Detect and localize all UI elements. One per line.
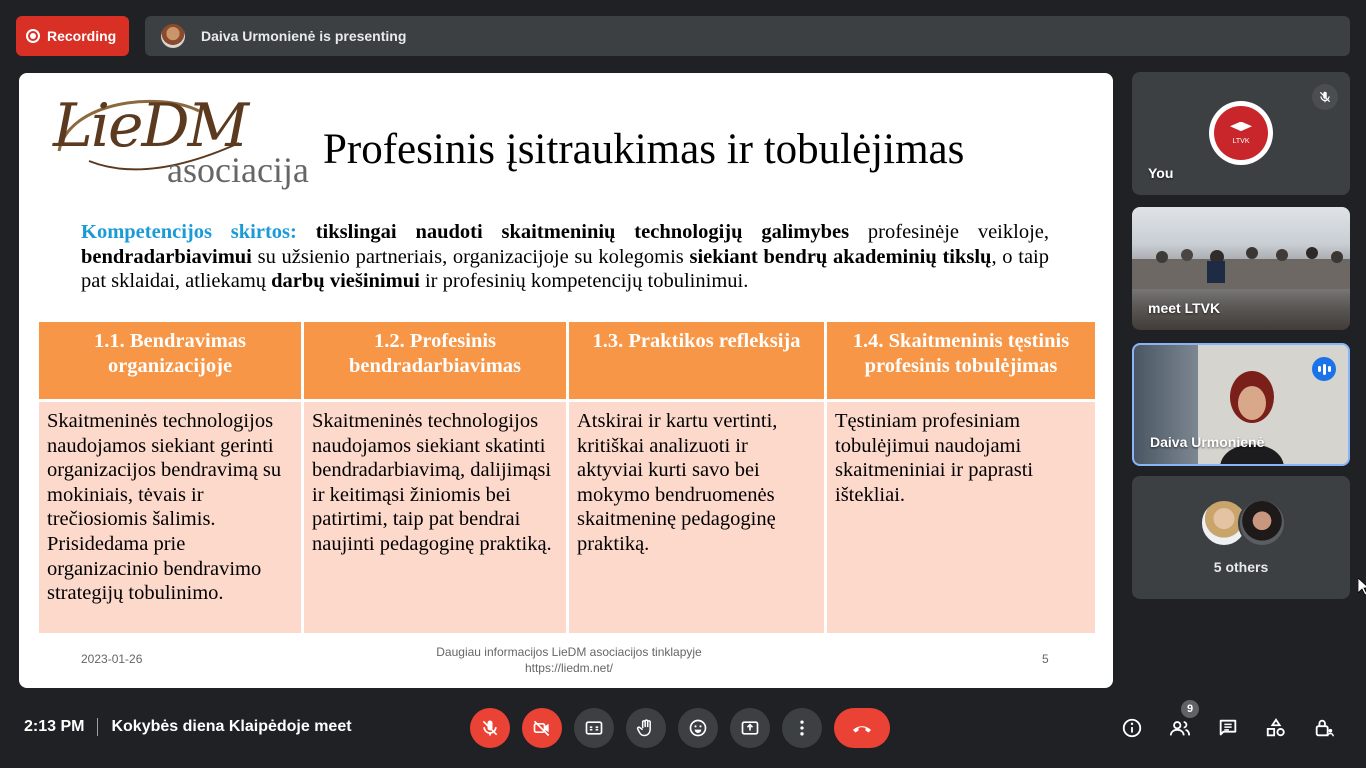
meeting-title: Kokybės diena Klaipėdoje meet xyxy=(111,718,352,735)
slide-intro: Kompetencijos skirtos: tikslingai naudoti skaitmeninių technologijų galimybes profesinėje veikloje, bendradarbiavimui su užsienio partneriais, organizacijoje su kolegomis siekiant bendrų akademinių tikslų, o taip pat sklaidai, atliekamų darbų viešinimui ir profesinių kompetencijų tobulinimui. xyxy=(81,221,1050,292)
chat-button[interactable] xyxy=(1212,712,1244,744)
competency-table xyxy=(39,322,1092,633)
meeting-details-button[interactable] xyxy=(1116,712,1148,744)
shapes-icon xyxy=(1265,717,1287,739)
people-count-badge: 9 xyxy=(1181,700,1199,718)
recording-icon xyxy=(26,29,40,43)
presenter-avatar xyxy=(161,24,185,48)
participant-tile-meet-ltvk[interactable] xyxy=(1132,207,1350,330)
present-screen-button[interactable] xyxy=(730,708,770,748)
toggle-mic-button[interactable] xyxy=(470,708,510,748)
captions-icon xyxy=(584,718,604,738)
slide-footer-date: 2023-01-26 xyxy=(81,652,143,666)
presenter-video xyxy=(1212,367,1292,466)
column-body: Atskirai ir kartu vertinti, kritiškai analizuoti ir aktyviai kurti savo bei mokymo bendruomenės skaitmeninę pedagoginę praktiką. xyxy=(569,402,824,633)
participant-name: Daiva Urmonienė xyxy=(1150,434,1265,450)
column-heading: 1.2. Profesinis bendradarbiavimas xyxy=(304,322,566,402)
activities-button[interactable] xyxy=(1260,712,1292,744)
hand-icon xyxy=(636,718,656,738)
camera-off-icon xyxy=(532,718,552,738)
leave-call-button[interactable] xyxy=(834,708,890,748)
lock-person-icon xyxy=(1313,717,1335,739)
participant-tile-presenter[interactable] xyxy=(1132,343,1350,466)
others-label: 5 others xyxy=(1213,559,1269,575)
slide-page-number: 5 xyxy=(1042,652,1049,666)
hang-up-icon xyxy=(850,716,874,740)
table-column xyxy=(569,322,824,633)
emoji-icon xyxy=(688,718,708,738)
more-vert-icon xyxy=(792,718,812,738)
classroom-video xyxy=(1132,229,1350,289)
ltvk-logo: LTVK xyxy=(1209,101,1273,165)
info-icon xyxy=(1121,717,1143,739)
column-body: Skaitmeninės technologijos naudojamos siekiant gerinti organizacijos bendravimą su mokiniais, tėvais ir trečiosiomis šalimis. Prisidedama prie organizacinio bendravimo strategijų tobulinimo. xyxy=(39,402,301,633)
graduation-cap-icon xyxy=(1230,122,1252,134)
people-icon xyxy=(1169,717,1191,739)
recording-button[interactable] xyxy=(16,16,129,56)
more-options-button[interactable] xyxy=(782,708,822,748)
meeting-info xyxy=(24,718,352,736)
mic-off-icon xyxy=(1312,84,1338,110)
presenting-text: Daiva Urmonienė is presenting xyxy=(201,28,407,44)
slide-title: Profesinis įsitraukimas ir tobulėjimas xyxy=(323,126,965,173)
mic-off-icon xyxy=(480,718,500,738)
column-body: Tęstiniam profesiniam tobulėjimui naudojami skaitmeniniai ir paprasti ištekliai. xyxy=(827,402,1095,633)
divider xyxy=(97,718,98,736)
chat-icon xyxy=(1217,717,1239,739)
table-column xyxy=(39,322,301,633)
avatar xyxy=(1238,499,1286,547)
column-body: Skaitmeninės technologijos naudojamos siekiant skatinti bendradarbiavimą, dalijimąsi ir keitimąsi žiniomis bei patirtimi, taip pat bendrai naujinti pedagoginę praktiką. xyxy=(304,402,566,633)
column-heading: 1.3. Praktikos refleksija xyxy=(569,322,824,402)
column-heading: 1.4. Skaitmeninis tęstinis profesinis tobulėjimas xyxy=(827,322,1095,402)
clock-time: 2:13 PM xyxy=(24,718,85,735)
present-icon xyxy=(740,718,760,738)
host-controls-button[interactable] xyxy=(1308,712,1340,744)
toggle-camera-button[interactable] xyxy=(522,708,562,748)
participant-name: meet LTVK xyxy=(1148,300,1221,316)
participant-name: You xyxy=(1148,165,1174,181)
presenting-banner xyxy=(145,16,1350,56)
table-column xyxy=(304,322,566,633)
participant-tile-others[interactable] xyxy=(1132,476,1350,599)
column-heading: 1.1. Bendravimas organizacijoje xyxy=(39,322,301,402)
mouse-cursor-icon xyxy=(1358,578,1366,596)
logo-word: asociacija xyxy=(167,150,309,190)
recording-label: Recording xyxy=(47,28,117,44)
raise-hand-button[interactable] xyxy=(626,708,666,748)
table-column xyxy=(827,322,1095,633)
slide-footer-info: Daugiau informacijos LieDM asociacijos tinklapyje https://liedm.net/ xyxy=(436,645,702,675)
reactions-button[interactable] xyxy=(678,708,718,748)
logo-script: LieDM xyxy=(53,91,248,161)
liedm-logo xyxy=(49,91,309,191)
presentation-slide xyxy=(19,73,1113,688)
captions-button[interactable] xyxy=(574,708,614,748)
participant-tile-you[interactable] xyxy=(1132,72,1350,195)
speaking-indicator-icon xyxy=(1312,357,1336,381)
